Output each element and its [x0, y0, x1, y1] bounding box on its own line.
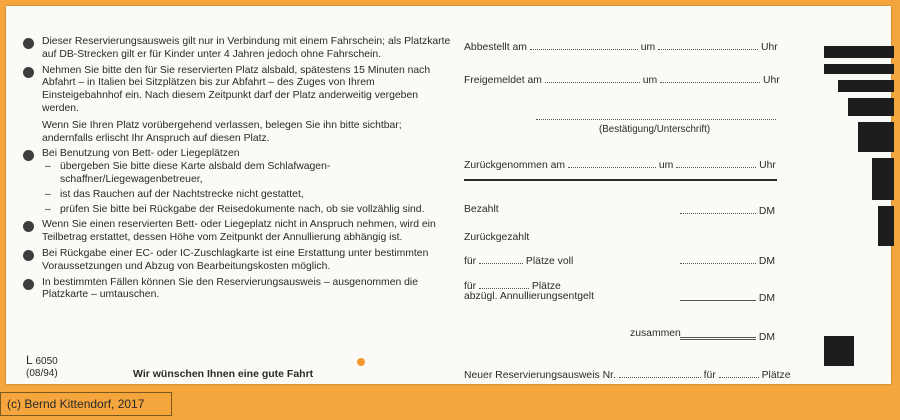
condition-text: Bei Benutzung von Bett- oder Liegeplätzen: [42, 148, 240, 160]
bezahlt-amount-field[interactable]: [680, 204, 756, 214]
annullierung-label: abzügl. Annullierungsentgelt: [464, 291, 594, 302]
uhr-label: Uhr: [762, 75, 780, 86]
signature-caption: (Bestätigung/Unterschrift): [599, 124, 711, 135]
bullet-icon: [23, 67, 34, 78]
abbestellt-label: Abbestellt am: [464, 42, 527, 53]
bullet-icon: [23, 221, 34, 232]
condition-item: [22, 248, 452, 274]
freigemeldet-time-field[interactable]: [660, 73, 760, 83]
condition-text: Wenn Sie Ihren Platz vorübergehend verlassen, belegen Sie ihn bitte sichtbar; andernfalls erlischt Ihr Anspruch auf diesen Platz.: [42, 119, 402, 144]
bezahlt-label: Bezahlt: [464, 204, 499, 215]
plaetze-label: Plätze: [531, 281, 561, 292]
neuer-ausweis-number-field[interactable]: [619, 368, 701, 378]
uhr-label: Uhr: [759, 160, 776, 171]
bullet-icon: [23, 250, 34, 261]
freigemeldet-row: [464, 73, 780, 86]
sub-item: [42, 204, 452, 217]
neuer-ausweis-row: [464, 368, 790, 381]
dm-label: DM: [758, 256, 776, 267]
zurueckgezahlt-label: Zurückgezahlt: [464, 232, 530, 243]
neuer-ausweis-count-field[interactable]: [719, 368, 759, 378]
fuer-label: für: [464, 281, 477, 292]
dash: –: [45, 161, 51, 173]
freigemeldet-date-field[interactable]: [545, 73, 640, 83]
form-code: [26, 354, 58, 380]
zurueckgenommen-time-field[interactable]: [676, 158, 756, 168]
plaetze-voll-label: Plätze voll: [525, 256, 574, 267]
plaetze-voll-count-field[interactable]: [479, 254, 523, 264]
dash: –: [45, 188, 51, 200]
abbestellt-date-field[interactable]: [530, 40, 638, 50]
freigemeldet-label: Freigemeldet am: [464, 75, 542, 86]
conditions-text: [22, 36, 452, 305]
neuer-ausweis-label: Neuer Reservierungsausweis Nr.: [464, 370, 616, 381]
um-label: um: [640, 42, 656, 53]
dash: –: [45, 203, 51, 215]
abbestellt-row: [464, 40, 778, 53]
condition-text: Dieser Reservierungsausweis gilt nur in Verbindung mit einem Fahrschein; als Platzkarte auf DB-Strecken gilt er für Kinder unter 4 Jahren jedoch ohne Fahrschein.: [42, 36, 451, 60]
reservation-ticket-back: [6, 6, 891, 384]
form-code-number: 6050: [35, 356, 58, 367]
plaetze-voll-amount: [680, 254, 775, 267]
um-label: um: [642, 75, 658, 86]
condition-text: Bei Rückgabe einer EC- oder IC-Zuschlagkarte ist eine Erstattung unter bestimmten Voraussetzungen und Abzug von Bearbeitungskosten möglich.: [42, 247, 429, 272]
bullet-icon: [23, 150, 34, 161]
condition-text: Nehmen Sie bitte den für Sie reservierten Platz alsbald, spätestens 15 Minuten nach Abfahrt – in Italien bei Sitzplätzen bis zur Abfahrt – des Zuges von Ihrem Einsteigebahnhof ein. Nach diesem Zeitpunkt darf der Platz anderweitig vergeben werden.: [42, 64, 431, 114]
bezahlt-amount: [680, 204, 775, 217]
bullet-icon: [23, 279, 34, 290]
divider-line: [464, 179, 777, 181]
sub-item-text: übergeben Sie bitte diese Karte alsbald dem Schlafwagen-schaffner/Liegewagenbetreuer,: [60, 161, 331, 185]
condition-item: [22, 36, 452, 62]
copyright-label: (c) Bernd Kittendorf, 2017: [0, 392, 172, 416]
plaetze-label: Plätze: [761, 370, 791, 381]
fuer-label: für: [464, 256, 477, 267]
signature-row: [536, 110, 776, 123]
plaetze-abzug-amount-field[interactable]: [680, 291, 756, 301]
sub-item: [42, 189, 452, 202]
condition-item: [22, 148, 452, 216]
orange-dot: [357, 358, 365, 366]
zusammen-amount: [680, 328, 775, 343]
condition-item: [22, 65, 452, 146]
plaetze-abzug-amount: [680, 291, 775, 304]
condition-text: In bestimmten Fällen können Sie den Reservierungsausweis – ausgenommen die Platzkarte – umtauschen.: [42, 276, 419, 301]
sub-item-text: prüfen Sie bitte bei Rückgabe der Reisedokumente nach, ob sie vollzählig sind.: [60, 203, 425, 215]
condition-item: [22, 219, 452, 245]
abbestellt-time-field[interactable]: [658, 40, 758, 50]
sub-item: [42, 161, 452, 187]
um-label: um: [658, 160, 674, 171]
zurueckgenommen-label: Zurückgenommen am: [464, 160, 566, 171]
form-code-letter: L: [26, 353, 33, 367]
dm-label: DM: [758, 332, 776, 343]
dm-label: DM: [758, 293, 776, 304]
form-code-date: (08/94): [26, 368, 58, 379]
fuer-label: für: [703, 370, 716, 381]
condition-item: [22, 277, 452, 303]
zusammen-amount-field[interactable]: [680, 328, 756, 340]
closing-text: Wir wünschen Ihnen eine gute Fahrt: [133, 368, 314, 380]
zusammen-label: zusammen: [630, 328, 681, 339]
signature-field[interactable]: [536, 110, 776, 120]
zurueckgenommen-row: [464, 158, 776, 171]
condition-text: Wenn Sie einen reservierten Bett- oder Liegeplatz nicht in Anspruch nehmen, wird ein Teilbetrag erstattet, dessen Höhe vom Zeitpunkt der Annullierung abhängig ist.: [42, 219, 436, 244]
plaetze-voll-row: [464, 254, 573, 267]
sub-item-text: ist das Rauchen auf der Nachtstrecke nicht gestattet,: [60, 188, 304, 200]
zurueckgenommen-date-field[interactable]: [568, 158, 656, 168]
uhr-label: Uhr: [760, 42, 778, 53]
dm-label: DM: [758, 206, 776, 217]
bullet-icon: [23, 38, 34, 49]
plaetze-voll-amount-field[interactable]: [680, 254, 756, 264]
plaetze-abzug-count-field[interactable]: [479, 279, 529, 289]
